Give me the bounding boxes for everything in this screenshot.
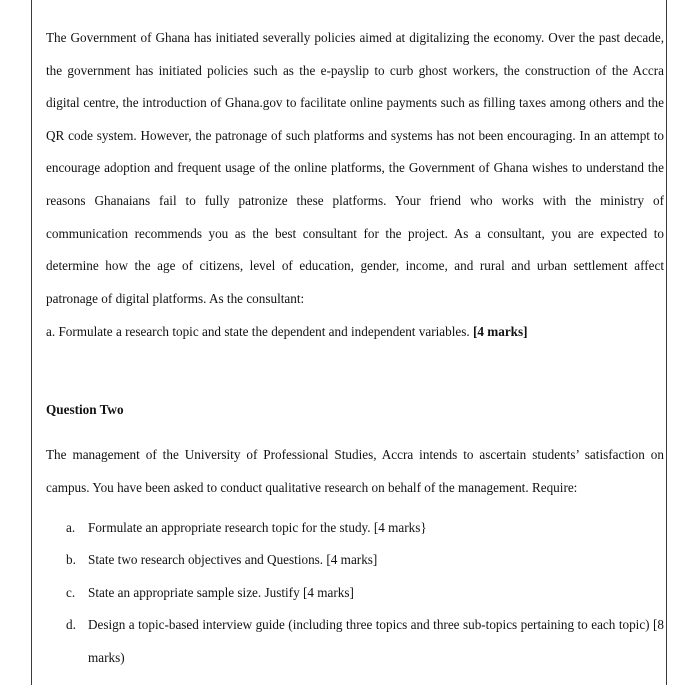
list-item [66, 544, 664, 576]
list-item [66, 512, 664, 544]
list-item-text: Formulate an appropriate research topic for the study. [4 marks} [88, 520, 427, 535]
question-two-heading: Question Two [46, 402, 124, 417]
question-two-paragraph: The management of the University of Professional Studies, Accra intends to ascertain students’ satisfaction on campus. You have been asked to conduct qualitative research on behalf of the management. Require: [46, 447, 664, 495]
list-item-text: State an appropriate sample size. Justify [4 marks] [88, 584, 354, 600]
document-page [31, 0, 667, 685]
question-one-part-a [46, 316, 528, 348]
question-one-part-a-marks: [4 marks] [472, 324, 528, 339]
list-item-label: a. [66, 520, 76, 535]
list-item-text: Design a topic-based interview guide (including three topics and three sub-topics pertaining to each topic) [8 marks) [88, 617, 664, 665]
question-two-list [66, 512, 664, 674]
list-item [66, 577, 664, 609]
list-item-text: State two research objectives and Questions. [4 marks] [88, 552, 378, 568]
list-item-label: c. [66, 584, 76, 600]
intro-paragraph: The Government of Ghana has initiated severally policies aimed at digitalizing the economy. Over the past decade, the government has initiated policies such as the e-payslip to curb ghost workers, the construction of the Accra digital centre, the introduction of Ghana.gov to facilitate online payments such as filling taxes among others and the QR code system. However, the patronage of such platforms and systems has not been encouraging. In an attempt to encourage adoption and frequent usage of the online platforms, the Government of Ghana wishes to understand the reasons Ghanaians fail to fully patronize these platforms. Your friend who works with the ministry of communication recommends you as the best consultant for the project. As a consultant, you are expected to determine how the age of citizens, level of education, gender, income, and rural and urban settlement affect patronage of digital platforms. As the consultant: [46, 30, 664, 306]
list-item-label: d. [66, 617, 76, 633]
list-item [66, 609, 664, 674]
list-item-label: b. [66, 552, 76, 568]
question-one-part-a-text: a. Formulate a research topic and state the dependent and independent variables. [46, 324, 470, 339]
document-content [46, 22, 664, 665]
